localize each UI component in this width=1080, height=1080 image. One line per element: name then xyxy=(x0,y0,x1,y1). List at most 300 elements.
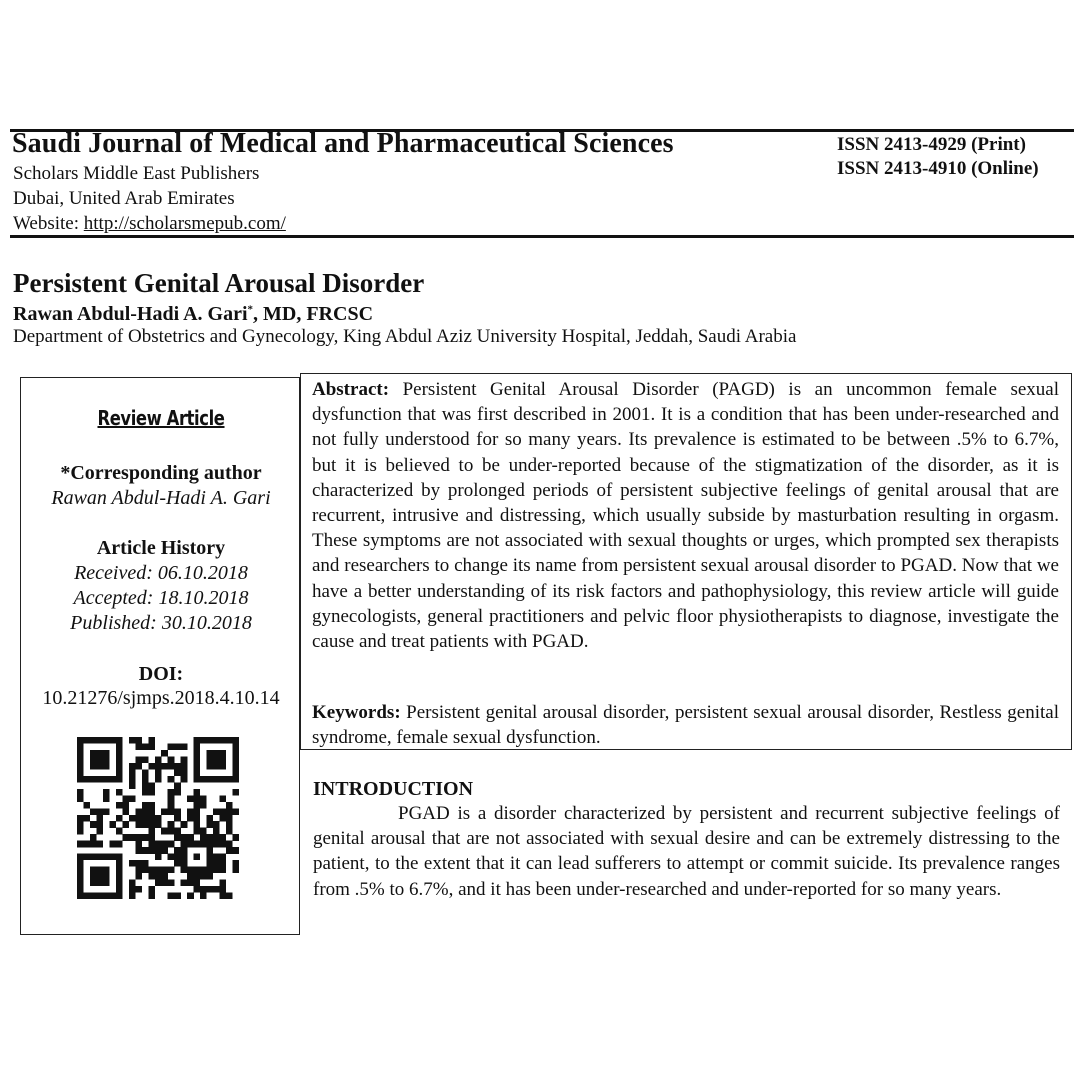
qr-module xyxy=(135,743,142,750)
qr-module xyxy=(83,854,90,861)
qr-module xyxy=(213,841,220,848)
qr-module xyxy=(77,756,84,763)
qr-module xyxy=(233,769,239,776)
qr-module xyxy=(83,802,90,809)
qr-module xyxy=(174,893,181,899)
qr-module xyxy=(233,737,239,744)
article-history-label: Article History xyxy=(96,537,226,559)
qr-module xyxy=(181,769,188,776)
qr-module xyxy=(155,873,162,880)
qr-module xyxy=(161,841,168,848)
qr-module xyxy=(161,880,168,887)
qr-module xyxy=(181,821,188,828)
qr-module xyxy=(148,821,155,828)
qr-module xyxy=(103,873,110,880)
qr-module xyxy=(142,815,149,822)
qr-module xyxy=(200,737,207,744)
qr-module xyxy=(148,847,155,854)
qr-module xyxy=(109,854,116,861)
qr-module xyxy=(122,795,129,802)
website-link[interactable]: http://scholarsmepub.com/ xyxy=(83,213,286,234)
qr-module xyxy=(155,763,162,770)
qr-module xyxy=(142,867,149,874)
qr-module xyxy=(135,860,142,867)
qr-module xyxy=(116,828,123,835)
qr-module xyxy=(194,743,201,750)
qr-module xyxy=(181,880,188,887)
qr-module xyxy=(129,860,136,867)
qr-module xyxy=(116,737,123,744)
qr-module xyxy=(194,815,201,822)
qr-module xyxy=(181,847,188,854)
qr-module xyxy=(233,847,239,854)
qr-module xyxy=(200,795,207,802)
doi-value[interactable]: 10.21276/sjmps.2018.4.10.14 xyxy=(42,687,280,709)
qr-module xyxy=(122,821,129,828)
qr-module xyxy=(187,893,194,899)
qr-module xyxy=(109,821,116,828)
qr-module xyxy=(77,795,84,802)
qr-module xyxy=(96,750,103,757)
qr-module xyxy=(142,821,149,828)
qr-module xyxy=(103,776,110,783)
qr-module xyxy=(116,756,123,763)
qr-module xyxy=(77,821,84,828)
qr-module xyxy=(161,763,168,770)
qr-module xyxy=(220,750,227,757)
qr-module xyxy=(213,776,220,783)
qr-module xyxy=(96,808,103,815)
qr-module xyxy=(220,763,227,770)
qr-module xyxy=(174,789,181,796)
publisher-name: Scholars Middle East Publishers xyxy=(13,163,260,184)
qr-module xyxy=(103,756,110,763)
introduction-heading: INTRODUCTION xyxy=(313,778,474,800)
qr-module xyxy=(142,756,149,763)
qr-module xyxy=(90,873,97,880)
qr-module xyxy=(226,815,233,822)
qr-module xyxy=(220,808,227,815)
qr-module xyxy=(233,750,239,757)
qr-module xyxy=(194,886,201,893)
received-date: Received: 06.10.2018 xyxy=(74,562,248,584)
qr-module xyxy=(226,808,233,815)
qr-module xyxy=(207,750,214,757)
qr-module xyxy=(187,841,194,848)
qr-module xyxy=(135,756,142,763)
qr-module xyxy=(226,893,233,899)
qr-module xyxy=(168,756,175,763)
qr-module xyxy=(233,776,239,783)
qr-module xyxy=(116,776,123,783)
qr-module xyxy=(103,795,110,802)
qr-module xyxy=(77,873,84,880)
qr-module xyxy=(116,867,123,874)
qr-module xyxy=(174,808,181,815)
qr-module xyxy=(174,834,181,841)
qr-module xyxy=(103,867,110,874)
qr-module xyxy=(213,808,220,815)
author-credentials: , MD, FRCSC xyxy=(253,303,374,325)
qr-module xyxy=(142,789,149,796)
qr-module xyxy=(96,854,103,861)
abstract-paragraph xyxy=(312,377,1059,654)
qr-module xyxy=(148,815,155,822)
issn-online: ISSN 2413-4910 (Online) xyxy=(837,158,1039,179)
qr-module xyxy=(207,821,214,828)
qr-module xyxy=(148,867,155,874)
qr-module xyxy=(174,769,181,776)
qr-module xyxy=(174,782,181,789)
qr-module xyxy=(213,886,220,893)
qr-module xyxy=(129,776,136,783)
corresponding-author-label: *Corresponding author xyxy=(60,462,262,484)
qr-module xyxy=(207,847,214,854)
qr-module xyxy=(96,756,103,763)
qr-module xyxy=(207,776,214,783)
qr-module xyxy=(77,893,84,899)
qr-module xyxy=(129,834,136,841)
qr-module xyxy=(181,776,188,783)
qr-module xyxy=(129,737,136,744)
journal-title: Saudi Journal of Medical and Pharmaceutical Sciences xyxy=(12,128,674,159)
qr-module xyxy=(207,841,214,848)
qr-module xyxy=(226,776,233,783)
qr-module xyxy=(161,828,168,835)
author-affiliation: Department of Obstetrics and Gynecology, King Abdul Aziz University Hospital, Jeddah, Saudi Arabia xyxy=(13,326,797,347)
qr-module xyxy=(233,756,239,763)
qr-module xyxy=(148,873,155,880)
qr-module xyxy=(168,821,175,828)
qr-module xyxy=(207,886,214,893)
qr-module xyxy=(181,756,188,763)
qr-module xyxy=(129,782,136,789)
qr-module xyxy=(155,821,162,828)
qr-module xyxy=(77,828,84,835)
qr-module xyxy=(77,886,84,893)
publisher-website xyxy=(13,213,286,235)
qr-module xyxy=(233,743,239,750)
qr-module xyxy=(233,860,239,867)
keywords-body: Persistent genital arousal disorder, persistent sexual arousal disorder, Restless genital syndrome, female sexual dysfunction. xyxy=(312,702,1059,749)
publisher-location: Dubai, United Arab Emirates xyxy=(13,188,235,209)
qr-module xyxy=(103,750,110,757)
qr-module xyxy=(161,867,168,874)
issn-print: ISSN 2413-4929 (Print) xyxy=(837,134,1026,155)
qr-module xyxy=(194,808,201,815)
qr-module xyxy=(213,834,220,841)
qr-module xyxy=(213,854,220,861)
qr-module xyxy=(96,763,103,770)
qr-module xyxy=(116,789,123,796)
qr-module xyxy=(181,841,188,848)
qr-module xyxy=(116,886,123,893)
qr-module xyxy=(77,880,84,887)
qr-module xyxy=(155,756,162,763)
qr-module xyxy=(135,815,142,822)
qr-module xyxy=(116,873,123,880)
qr-module xyxy=(213,821,220,828)
qr-module xyxy=(174,860,181,867)
doi-label: DOI: xyxy=(138,663,184,685)
qr-module xyxy=(207,867,214,874)
qr-module xyxy=(200,867,207,874)
qr-module xyxy=(181,867,188,874)
qr-module xyxy=(135,737,142,744)
qr-module xyxy=(90,737,97,744)
qr-module xyxy=(148,763,155,770)
qr-module xyxy=(174,743,181,750)
qr-module xyxy=(129,886,136,893)
qr-module xyxy=(103,737,110,744)
qr-module xyxy=(194,828,201,835)
qr-module xyxy=(103,789,110,796)
qr-module xyxy=(83,893,90,899)
qr-module xyxy=(220,860,227,867)
qr-module xyxy=(213,867,220,874)
qr-module xyxy=(220,893,227,899)
qr-module xyxy=(90,841,97,848)
qr-module xyxy=(226,828,233,835)
qr-module xyxy=(142,847,149,854)
abstract-box xyxy=(300,373,1072,750)
qr-module xyxy=(220,886,227,893)
qr-module xyxy=(220,841,227,848)
qr-module xyxy=(77,763,84,770)
qr-module xyxy=(148,782,155,789)
author-name: Rawan Abdul-Hadi A. Gari xyxy=(13,303,248,325)
qr-module xyxy=(109,893,116,899)
qr-module xyxy=(200,828,207,835)
qr-module xyxy=(122,808,129,815)
qr-module xyxy=(194,802,201,809)
qr-module xyxy=(207,737,214,744)
qr-module xyxy=(90,893,97,899)
qr-module xyxy=(142,808,149,815)
qr-module xyxy=(83,776,90,783)
qr-module xyxy=(83,737,90,744)
qr-module xyxy=(194,750,201,757)
qr-module xyxy=(135,841,142,848)
introduction-paragraph: PGAD is a disorder characterized by persistent and recurrent subjective feelings of genital arousal that are not associated with sexual desire and can be extremely distressing to the patient, to the extent that it can lead sufferers to attempt or commit suicide. Its prevalence ranges from .5% to 6.7%, and it has been under-researched and under-reported for so many years. xyxy=(313,803,1060,900)
qr-module xyxy=(207,815,214,822)
qr-module xyxy=(77,867,84,874)
qr-module xyxy=(181,763,188,770)
qr-module xyxy=(135,847,142,854)
qr-module xyxy=(187,873,194,880)
qr-module xyxy=(116,854,123,861)
qr-module xyxy=(187,795,194,802)
qr-module xyxy=(116,763,123,770)
qr-module xyxy=(116,860,123,867)
qr-module xyxy=(226,737,233,744)
qr-module xyxy=(194,880,201,887)
qr-module xyxy=(226,841,233,848)
qr-module xyxy=(168,867,175,874)
keywords-label: Keywords: xyxy=(312,702,401,723)
keywords-paragraph xyxy=(312,700,1059,750)
qr-module xyxy=(194,821,201,828)
qr-module xyxy=(168,743,175,750)
qr-module xyxy=(194,867,201,874)
qr-module xyxy=(116,743,123,750)
qr-module xyxy=(168,893,175,899)
qr-module xyxy=(96,867,103,874)
qr-module xyxy=(213,756,220,763)
qr-module xyxy=(96,828,103,835)
qr-module xyxy=(220,737,227,744)
qr-module xyxy=(233,763,239,770)
qr-module xyxy=(168,802,175,809)
qr-module xyxy=(194,789,201,796)
qr-module xyxy=(116,802,123,809)
qr-module xyxy=(129,880,136,887)
published-date: Published: 30.10.2018 xyxy=(70,612,252,634)
qr-module xyxy=(168,841,175,848)
qr-module xyxy=(187,867,194,874)
qr-module xyxy=(233,789,239,796)
qr-module xyxy=(233,867,239,874)
qr-module xyxy=(96,821,103,828)
accepted-date: Accepted: 18.10.2018 xyxy=(73,587,249,609)
qr-module xyxy=(90,834,97,841)
qr-module xyxy=(226,821,233,828)
qr-module xyxy=(77,854,84,861)
qr-module xyxy=(213,828,220,835)
qr-module xyxy=(155,867,162,874)
qr-module xyxy=(168,828,175,835)
qr-module xyxy=(207,834,214,841)
qr-module xyxy=(155,776,162,783)
qr-module xyxy=(200,893,207,899)
qr-module xyxy=(142,743,149,750)
qr-module xyxy=(142,782,149,789)
abstract-body: Persistent Genital Arousal Disorder (PAGD) is an uncommon female sexual dysfunction that was first described in 2001. It is a condition that has been under-researched and not fully understood for so many years. Its prevalence is estimated to be between .5% to 6.7%, but it is believed to be under-reported because of the stigmatization of the disorder, as it is characterized by prolonged periods of persistent subjective feelings of genital arousal that are recurrent, intrusive and distressing, which usually subside by masturbation resulting in orgasm. These symptoms are not associated with sexual thoughts or urges, which prompted sex therapists and researchers to change its name from persistent sexual arousal disorder to PGAD. Now that we have a better understanding of its risk factors and pathophysiology, this review article will guide gynecologists, general practitioners and pelvic floor physiotherapists to diagnose, investigate the cause and treat patients with PGAD. xyxy=(312,379,1059,653)
qr-module xyxy=(116,880,123,887)
qr-module xyxy=(135,821,142,828)
qr-module xyxy=(129,763,136,770)
qr-module xyxy=(148,828,155,835)
author-line xyxy=(13,303,373,326)
qr-module xyxy=(155,880,162,887)
qr-module xyxy=(116,815,123,822)
qr-module xyxy=(90,763,97,770)
qr-module xyxy=(116,893,123,899)
qr-code-icon xyxy=(77,737,239,899)
qr-module xyxy=(135,886,142,893)
qr-module xyxy=(77,789,84,796)
qr-module xyxy=(155,815,162,822)
qr-module xyxy=(135,763,142,770)
qr-module xyxy=(194,769,201,776)
qr-module xyxy=(148,886,155,893)
qr-module xyxy=(96,737,103,744)
qr-module xyxy=(181,860,188,867)
qr-module xyxy=(90,776,97,783)
qr-module xyxy=(148,737,155,744)
qr-module xyxy=(220,776,227,783)
qr-module xyxy=(220,756,227,763)
qr-module xyxy=(148,808,155,815)
header-bottom-rule xyxy=(10,235,1074,238)
qr-module xyxy=(103,854,110,861)
qr-module xyxy=(103,763,110,770)
qr-module xyxy=(213,750,220,757)
qr-module xyxy=(161,750,168,757)
qr-module xyxy=(83,841,90,848)
qr-module xyxy=(213,737,220,744)
qr-module xyxy=(122,834,129,841)
qr-module xyxy=(135,867,142,874)
qr-module xyxy=(96,880,103,887)
qr-module xyxy=(77,750,84,757)
qr-module xyxy=(109,737,116,744)
qr-module xyxy=(168,854,175,861)
qr-module xyxy=(187,815,194,822)
qr-module xyxy=(194,795,201,802)
qr-module xyxy=(187,808,194,815)
qr-module xyxy=(187,834,194,841)
qr-module xyxy=(174,828,181,835)
qr-module xyxy=(155,854,162,861)
qr-module xyxy=(161,808,168,815)
qr-module xyxy=(90,880,97,887)
qr-module xyxy=(187,880,194,887)
article-title: Persistent Genital Arousal Disorder xyxy=(13,268,425,298)
qr-module xyxy=(220,880,227,887)
qr-module xyxy=(77,737,84,744)
qr-module xyxy=(129,769,136,776)
qr-module xyxy=(194,756,201,763)
corresponding-marker: * xyxy=(247,303,254,316)
qr-module xyxy=(194,776,201,783)
qr-module xyxy=(233,834,239,841)
qr-module xyxy=(103,880,110,887)
qr-module xyxy=(207,873,214,880)
qr-module xyxy=(90,854,97,861)
qr-module xyxy=(200,886,207,893)
qr-module xyxy=(168,789,175,796)
qr-module xyxy=(129,893,136,899)
qr-module xyxy=(96,841,103,848)
qr-module xyxy=(148,802,155,809)
qr-module xyxy=(200,776,207,783)
qr-module xyxy=(220,867,227,874)
qr-module xyxy=(194,854,201,861)
corresponding-author-name: Rawan Abdul-Hadi A. Gari xyxy=(51,487,271,509)
qr-module xyxy=(142,834,149,841)
qr-module xyxy=(194,841,201,848)
qr-module xyxy=(148,893,155,899)
qr-module xyxy=(207,860,214,867)
qr-module xyxy=(122,802,129,809)
qr-module xyxy=(161,873,168,880)
qr-module xyxy=(142,802,149,809)
qr-module xyxy=(116,841,123,848)
qr-module xyxy=(174,854,181,861)
qr-module xyxy=(90,750,97,757)
qr-module xyxy=(77,743,84,750)
qr-module xyxy=(142,860,149,867)
qr-module xyxy=(90,756,97,763)
qr-module xyxy=(135,808,142,815)
qr-module xyxy=(226,802,233,809)
qr-module xyxy=(181,743,188,750)
qr-module xyxy=(207,763,214,770)
qr-module xyxy=(155,847,162,854)
qr-module xyxy=(220,815,227,822)
qr-module xyxy=(142,769,149,776)
